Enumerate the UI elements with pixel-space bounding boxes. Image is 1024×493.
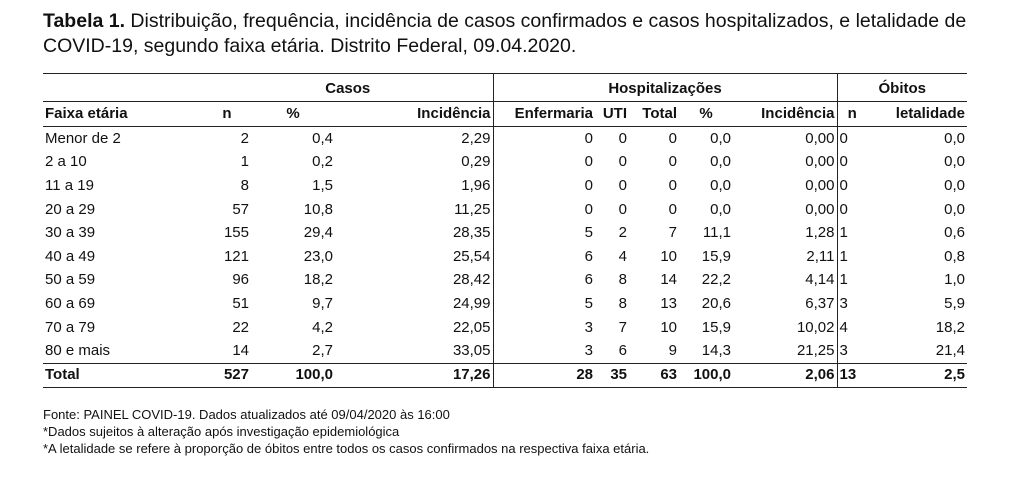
cell-casos-pct: 0,4 [312,129,333,147]
cell-obitos-n: 1 [837,245,867,269]
cell-casos-pct: 100,0 [251,363,335,387]
cell-enfermaria: 0 [493,174,595,198]
cell-hosp-pct: 0,0 [710,176,731,194]
cell-casos-inc: 24,99 [452,294,491,312]
cell-casos-inc: 11,25 [454,200,491,218]
column-header-row [43,102,967,127]
cell-casos-pct: 2,7 [312,342,333,360]
cell-faixa: 80 e mais [45,342,111,360]
table-notes [43,406,1003,457]
cell-faixa: 60 a 69 [45,294,96,312]
cell-casos-n: 14 [232,342,249,360]
cell-casos-inc: 28,35 [452,224,491,242]
cell-letalidade: 1,0 [944,271,965,289]
cell-casos-inc: 28,42 [452,271,491,289]
cell-faixa: 50 a 59 [45,271,96,289]
cell-hosp-total: 14 [660,271,677,289]
cell-hosp-total: 0 [668,153,677,171]
cell-obitos-n: 3 [837,339,867,363]
cell-casos-n: 527 [203,363,251,387]
caption-text: Distribuição, frequência, incidência de casos confirmados e casos hospitalizados, e letalidade de COVID-19, segundo faixa etária. Distrito Federal, 09.04.2020. [43,10,967,57]
cell-uti: 6 [618,342,627,360]
cell-faixa: 40 a 49 [45,247,96,265]
cell-hosp-total: 0 [668,200,677,218]
cell-casos-inc: 0,29 [461,153,491,171]
cell-hosp-total: 0 [668,176,677,194]
cell-hosp-total: 10 [660,247,677,265]
cell-uti: 0 [618,153,627,171]
table-row [43,174,967,198]
table-row [43,245,967,269]
group-empty [43,74,203,102]
table-row [43,151,967,175]
table-row [43,339,967,363]
cell-obitos-n: 4 [837,316,867,340]
table-caption [43,9,993,59]
cell-hosp-pct: 20,6 [701,294,731,312]
caption-label: Tabela 1. [43,10,126,32]
cell-hosp-pct: 14,3 [701,342,731,360]
cell-casos-n: 1 [240,153,249,171]
cell-casos-pct: 18,2 [303,271,333,289]
total-row [43,363,967,387]
cell-casos-pct: 29,4 [303,224,333,242]
cell-casos-pct: 9,7 [312,294,333,312]
table-row [43,221,967,245]
cell-hosp-inc: 6,37 [805,294,835,312]
cell-hosp-inc: 10,02 [796,318,835,336]
cell-hosp-inc: 0,00 [805,153,835,171]
cell-casos-inc: 2,29 [461,129,491,147]
cell-obitos-n: 13 [837,363,867,387]
cell-letalidade: 5,9 [944,294,965,312]
cell-obitos-n: 0 [837,127,867,151]
cell-hosp-total: 9 [668,342,677,360]
cell-casos-pct: 23,0 [303,247,333,265]
cell-hosp-pct: 22,2 [701,271,731,289]
cell-hosp-pct: 0,0 [710,200,731,218]
cell-hosp-pct: 100,0 [679,363,733,387]
cell-casos-pct: 4,2 [312,318,333,336]
cell-casos-n: 51 [232,294,249,312]
cell-hosp-pct: 15,9 [701,318,731,336]
cell-casos-pct: 0,2 [312,153,333,171]
cell-obitos-n: 3 [837,292,867,316]
cell-hosp-total: 7 [668,224,677,242]
table-row [43,292,967,316]
cell-faixa: Total [43,363,203,387]
cell-casos-pct: 10,8 [303,200,333,218]
cell-obitos-n: 1 [837,221,867,245]
col-hosp-total: Total [629,102,679,127]
table-row [43,198,967,222]
cell-uti: 4 [618,247,627,265]
cell-uti: 7 [618,318,627,336]
cell-casos-pct: 1,5 [312,176,333,194]
cell-hosp-total: 10 [660,318,677,336]
cell-enfermaria: 28 [493,363,595,387]
cell-letalidade: 0,0 [944,200,965,218]
col-enfermaria: Enfermaria [493,102,595,127]
cell-uti: 8 [618,271,627,289]
cell-faixa: Menor de 2 [45,129,121,147]
cell-casos-n: 8 [240,176,249,194]
cell-letalidade: 0,0 [944,129,965,147]
cell-letalidade: 0,8 [944,247,965,265]
cell-casos-inc: 1,96 [461,176,491,194]
group-header-row [43,74,967,102]
cell-uti: 2 [618,224,627,242]
note-letalidade: *A letalidade se refere à proporção de óbitos entre todos os casos confirmados na respectiva faixa etária. [43,441,650,456]
cell-uti: 35 [595,363,629,387]
table-row [43,269,967,293]
cell-hosp-pct: 15,9 [701,247,731,265]
col-letalidade: letalidade [867,102,967,127]
cell-letalidade: 0,0 [944,176,965,194]
note-source: Fonte: PAINEL COVID-19. Dados atualizados até 09/04/2020 às 16:00 [43,407,450,422]
cell-hosp-inc: 21,25 [796,342,835,360]
col-hosp-pct: % [679,102,733,127]
cell-obitos-n: 1 [837,269,867,293]
cell-casos-n: 57 [232,200,249,218]
cell-hosp-pct: 0,0 [710,129,731,147]
cell-letalidade: 0,6 [944,224,965,242]
cell-enfermaria: 5 [493,221,595,245]
cell-faixa: 30 a 39 [45,224,96,242]
cell-obitos-n: 0 [837,198,867,222]
cell-enfermaria: 6 [493,269,595,293]
table-row [43,127,967,151]
cell-casos-inc: 25,54 [452,247,491,265]
cell-hosp-pct: 0,0 [710,153,731,171]
cell-casos-n: 96 [232,271,249,289]
cell-casos-n: 155 [223,224,249,242]
cell-uti: 8 [618,294,627,312]
cell-uti: 0 [618,176,627,194]
cell-hosp-total: 63 [629,363,679,387]
cell-letalidade: 18,2 [935,318,965,336]
col-obitos-n: n [837,102,867,127]
cell-hosp-total: 0 [668,129,677,147]
cell-letalidade: 2,5 [867,363,967,387]
cell-faixa: 11 a 19 [45,176,94,194]
cell-enfermaria: 3 [493,316,595,340]
cell-hosp-inc: 4,14 [805,271,835,289]
cell-faixa: 20 a 29 [45,200,96,218]
col-hosp-incidencia: Incidência [733,102,837,127]
group-casos: Casos [203,74,493,102]
cell-faixa: 2 a 10 [45,153,87,171]
cell-obitos-n: 0 [837,174,867,198]
cell-obitos-n: 0 [837,151,867,175]
cell-hosp-inc: 2,11 [806,247,835,265]
group-hospitalizacoes: Hospitalizações [493,74,837,102]
col-faixa-etaria: Faixa etária [43,102,203,127]
table-row [43,316,967,340]
cell-enfermaria: 0 [493,151,595,175]
cell-hosp-pct: 11,1 [702,224,731,242]
covid-table [43,73,967,388]
cell-hosp-inc: 1,28 [805,224,835,242]
cell-enfermaria: 0 [493,127,595,151]
col-casos-pct: % [251,102,335,127]
cell-hosp-inc: 0,00 [805,200,835,218]
col-casos-incidencia: Incidência [335,102,493,127]
cell-casos-inc: 33,05 [452,342,491,360]
cell-enfermaria: 3 [493,339,595,363]
cell-uti: 0 [618,129,627,147]
col-uti: UTI [595,102,629,127]
cell-enfermaria: 5 [493,292,595,316]
cell-faixa: 70 a 79 [45,318,96,336]
cell-casos-inc: 22,05 [452,318,491,336]
table-body [43,127,967,388]
cell-casos-inc: 17,26 [335,363,493,387]
group-obitos: Óbitos [837,74,967,102]
cell-letalidade: 21,4 [935,342,965,360]
cell-letalidade: 0,0 [944,153,965,171]
cell-hosp-inc: 2,06 [733,363,837,387]
cell-enfermaria: 6 [493,245,595,269]
col-casos-n: n [203,102,251,127]
cell-hosp-inc: 0,00 [805,176,835,194]
note-data-subject: *Dados sujeitos à alteração após investigação epidemiológica [43,424,400,439]
cell-casos-n: 2 [240,129,249,147]
cell-hosp-inc: 0,00 [805,129,835,147]
cell-hosp-total: 13 [660,294,677,312]
cell-enfermaria: 0 [493,198,595,222]
cell-uti: 0 [618,200,627,218]
cell-casos-n: 121 [223,247,249,265]
cell-casos-n: 22 [232,318,249,336]
